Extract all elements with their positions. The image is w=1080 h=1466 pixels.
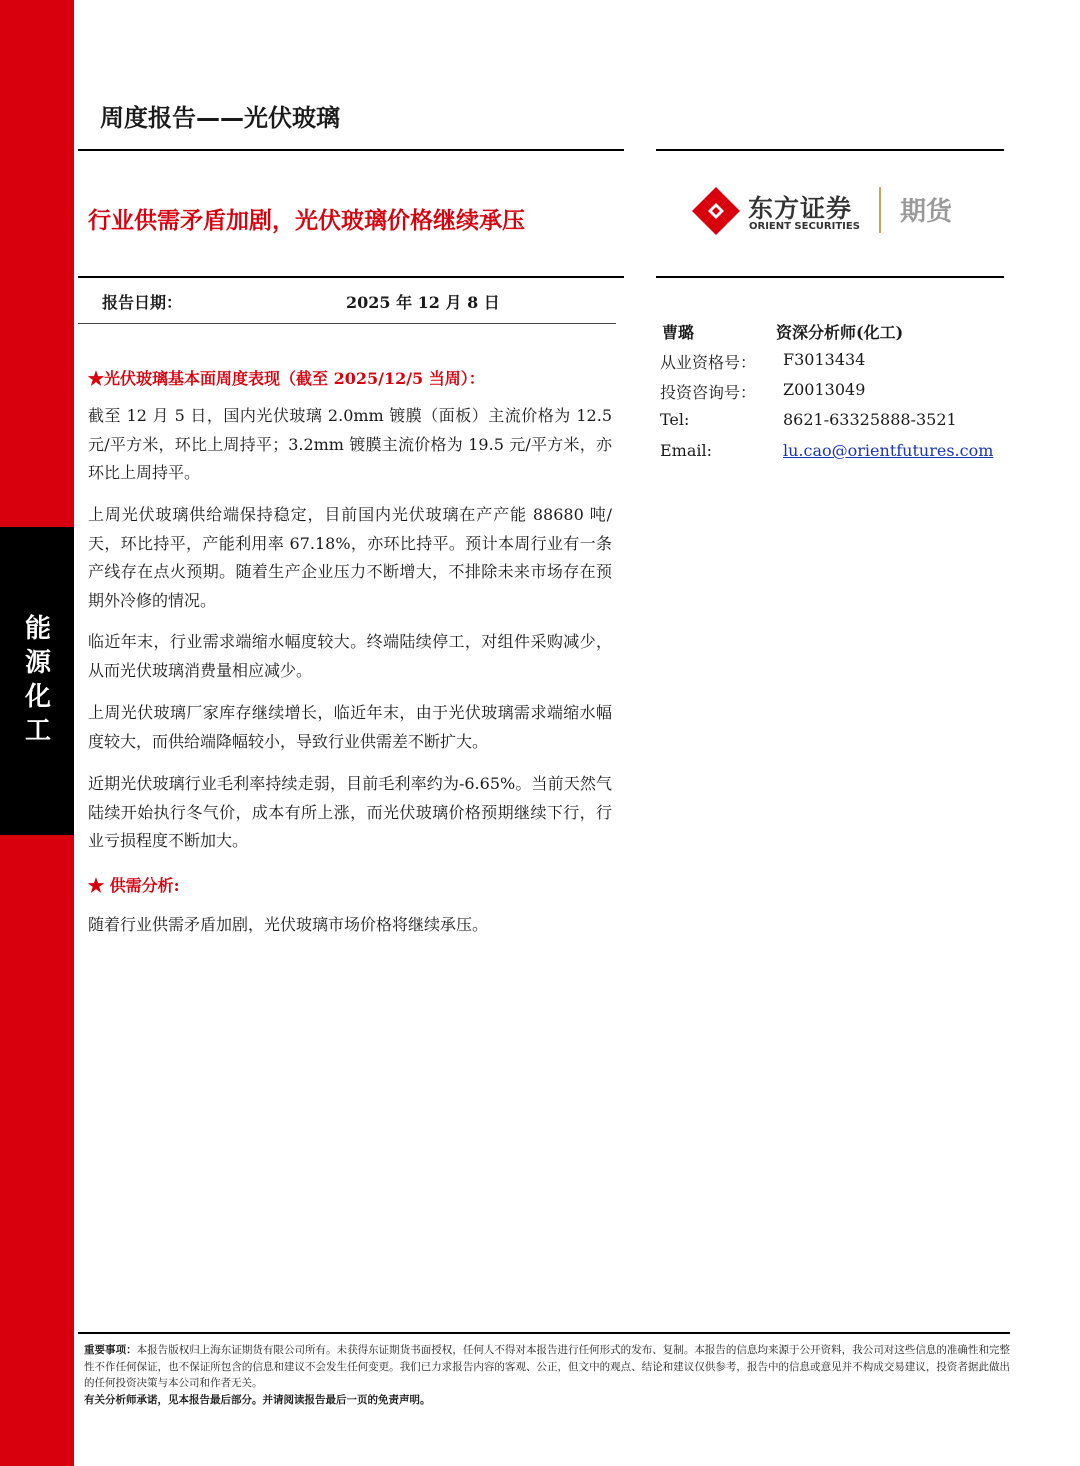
headline-rule-left [78, 276, 624, 278]
header-rule-right [656, 149, 1004, 151]
footer-notice-text: 本报告版权归上海东证期货有限公司所有。未获得东证期货书面授权，任何人不得对本报告进行任何形式的发布、复制。本报告的信息均来源于公开资料，我公司对这些信息的准确性和完整性不作任何保证，也不保证所包含的信息和建议不会发生任何变更。我们已力求报告内容的客观、公正，但文中的观点、结论和建议仅供参考，报告中的信息或意见并不构成交易建议，投资者据此做出的任何投资决策与本公司和作者无关。 [84, 1344, 1011, 1389]
orient-logo-icon [690, 185, 742, 237]
paragraph-demand: 临近年末，行业需求端缩水幅度较大。终端陆续停工，对组件采购减少，从而光伏玻璃消费量相应减少。 [88, 632, 612, 680]
company-logo [690, 185, 970, 237]
date-rule [78, 323, 616, 324]
paragraph-supply: 上周光伏玻璃供给端保持稳定，目前国内光伏玻璃在产产能 88680 吨/天，环比持平，产能利用率 67.18%，亦环比持平。预计本周行业有一条产线存在点火预期。随着生产企业压力不断增大，不排除未来市场存在预期外冷修的情况。 [88, 505, 612, 611]
sidebar-category-label: 能源化工 [24, 614, 51, 746]
email-label: Email: [660, 441, 713, 460]
section-heading-fundamentals: ★光伏玻璃基本面周度表现（截至 2025/12/5 当周）： [88, 369, 485, 388]
paragraph-margin: 近期光伏玻璃行业毛利率持续走弱，目前毛利率约为-6.65%。当前天然气陆续开始执行冬气价，成本有所上涨，而光伏玻璃价格预期继续下行，行业亏损程度不断加大。 [88, 774, 612, 851]
logo-divider [879, 187, 881, 233]
report-date-label: 报告日期： [102, 293, 183, 312]
logo-product-label: 期货 [900, 197, 953, 227]
paragraph-price: 截至 12 月 5 日，国内光伏玻璃 2.0mm 镀膜（面板）主流价格为 12.5 元/平方米，环比上周持平；3.2mm 镀膜主流价格为 19.5 元/平方米，亦环比上周持平。 [88, 406, 612, 483]
analyst-name: 曹璐 [662, 323, 695, 342]
section-heading-analysis: ★ 供需分析: [88, 876, 180, 895]
header-rule-left [78, 149, 624, 151]
report-headline: 行业供需矛盾加剧，光伏玻璃价格继续承压 [88, 208, 525, 234]
logo-english-name: ORIENT SECURITIES [749, 221, 860, 232]
footer-rule [78, 1332, 1010, 1334]
footer-disclaimer: 有关分析师承诺，见本报告最后部分。并请阅读报告最后一页的免责声明。 [84, 1393, 431, 1406]
paragraph-analysis: 随着行业供需矛盾加剧，光伏玻璃市场价格将继续承压。 [88, 915, 489, 934]
report-date-value: 2025 年 12 月 8 日 [346, 293, 500, 312]
logo-chinese-name: 东方证券 [748, 194, 853, 223]
report-title: 周度报告——光伏玻璃 [100, 104, 340, 132]
consulting-label: 投资咨询号： [660, 383, 757, 402]
analyst-title: 资深分析师(化工) [776, 323, 904, 342]
footer-notice [84, 1342, 1010, 1408]
headline-rule-right [656, 276, 1004, 278]
license-label: 从业资格号： [660, 353, 757, 372]
consulting-value: Z0013049 [783, 380, 866, 399]
license-value: F3013434 [783, 350, 866, 369]
paragraph-inventory: 上周光伏玻璃厂家库存继续增长，临近年末，由于光伏玻璃需求端缩水幅度较大，而供给端降幅较小，导致行业供需差不断扩大。 [88, 703, 612, 751]
tel-value: 8621-63325888-3521 [783, 410, 957, 429]
tel-label: Tel: [660, 410, 690, 429]
email-link[interactable]: lu.cao@orientfutures.com [783, 441, 994, 460]
footer-notice-label: 重要事项： [84, 1344, 137, 1356]
